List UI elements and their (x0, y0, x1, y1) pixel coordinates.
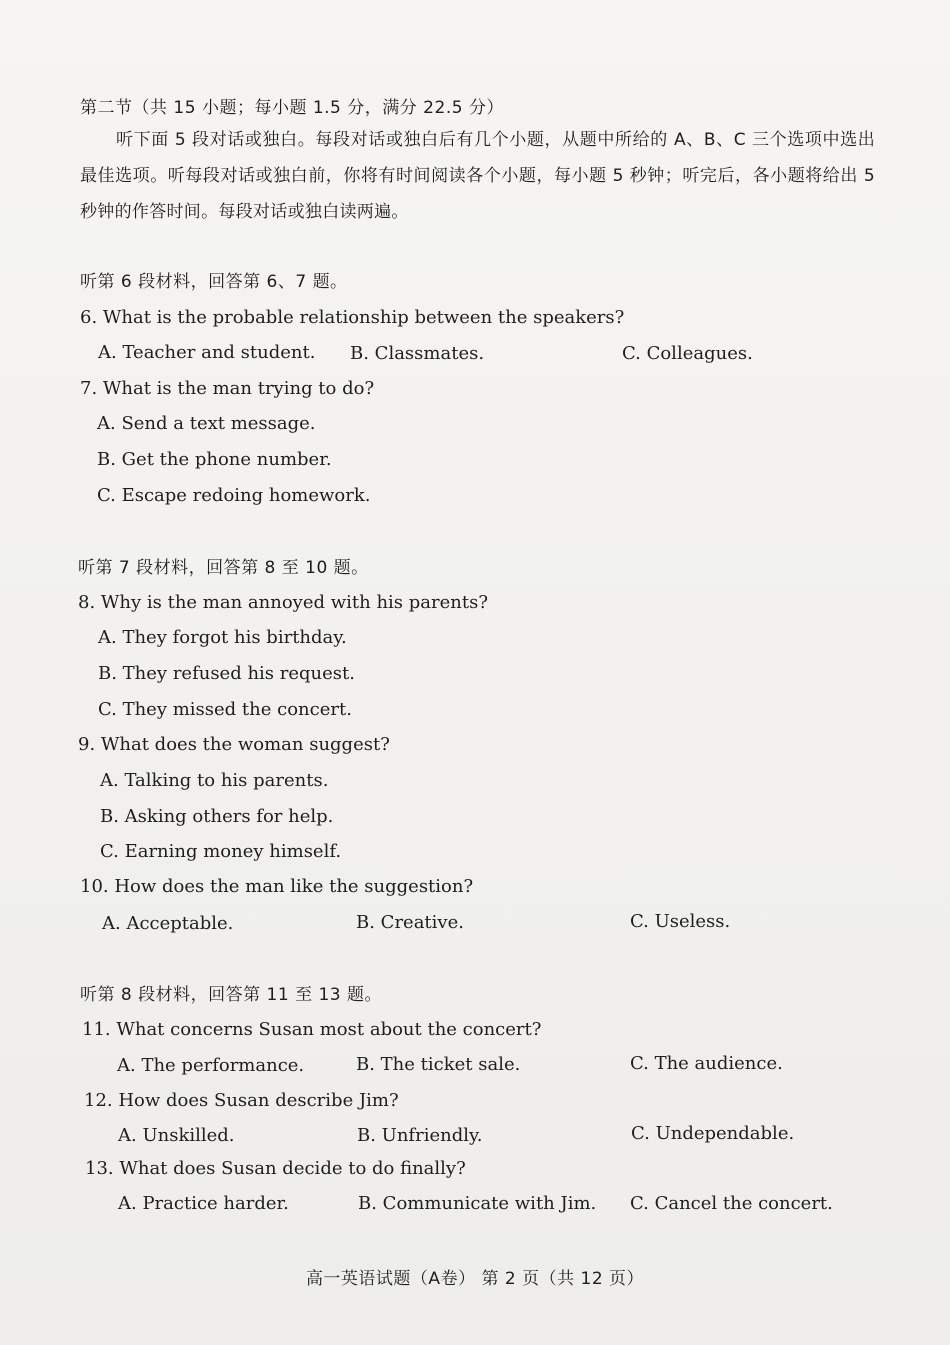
section-instructions: 听下面 5 段对话或独白。每段对话或独白后有几个小题，从题中所给的 A、B、C 三个选项中选出最佳选项。听每段对话或独白前，你将有时间阅读各个小题，每小题 5 秒钟；听完后，各小题将给出 5 秒钟的作答时间。每段对话或独白读两遍。 (80, 130, 875, 222)
option-a: A. Talking to his parents. (100, 770, 329, 791)
option-b: B. Unfriendly. (357, 1125, 483, 1146)
option-c: C. Escape redoing homework. (97, 485, 371, 506)
option-b: B. Asking others for help. (100, 806, 334, 827)
question-stem: 10. How does the man like the suggestion? (80, 876, 474, 897)
option-b: B. The ticket sale. (356, 1054, 521, 1075)
question-stem: 8. Why is the man annoyed with his parents? (78, 592, 488, 613)
option-b: B. They refused his request. (98, 663, 355, 684)
option-c: C. The audience. (630, 1053, 783, 1074)
question-stem: 7. What is the man trying to do? (80, 378, 375, 399)
option-b: B. Get the phone number. (97, 449, 332, 470)
option-a: A. Acceptable. (102, 913, 234, 934)
question-stem: 6. What is the probable relationship between the speakers? (80, 307, 625, 328)
group-header: 听第 8 段材料，回答第 11 至 13 题。 (80, 985, 383, 1005)
option-a: A. Send a text message. (97, 413, 316, 434)
group-header: 听第 6 段材料，回答第 6、7 题。 (80, 272, 348, 292)
option-a: A. Practice harder. (118, 1193, 289, 1214)
option-a: A. They forgot his birthday. (98, 627, 347, 648)
option-b: B. Creative. (356, 912, 464, 933)
option-a: A. Teacher and student. (98, 342, 316, 363)
section-heading: 第二节（共 15 小题；每小题 1.5 分，满分 22.5 分） (80, 98, 504, 118)
group-header: 听第 7 段材料，回答第 8 至 10 题。 (78, 558, 369, 578)
option-b: B. Communicate with Jim. (358, 1193, 597, 1214)
page-footer: 高一英语试题（A卷） 第 2 页（共 12 页） (305, 1269, 645, 1289)
option-c: C. Colleagues. (622, 343, 753, 364)
option-a: A. The performance. (117, 1055, 305, 1076)
option-b: B. Classmates. (350, 343, 485, 364)
option-c: C. Useless. (630, 911, 731, 932)
option-c: C. Earning money himself. (100, 841, 342, 862)
question-stem: 12. How does Susan describe Jim? (84, 1090, 399, 1111)
option-c: C. Cancel the concert. (630, 1193, 833, 1214)
option-a: A. Unskilled. (118, 1125, 235, 1146)
question-stem: 13. What does Susan decide to do finally? (85, 1158, 466, 1179)
question-stem: 11. What concerns Susan most about the concert? (82, 1019, 542, 1040)
option-c: C. They missed the concert. (98, 699, 352, 720)
question-stem: 9. What does the woman suggest? (78, 734, 390, 755)
option-c: C. Undependable. (631, 1123, 795, 1144)
